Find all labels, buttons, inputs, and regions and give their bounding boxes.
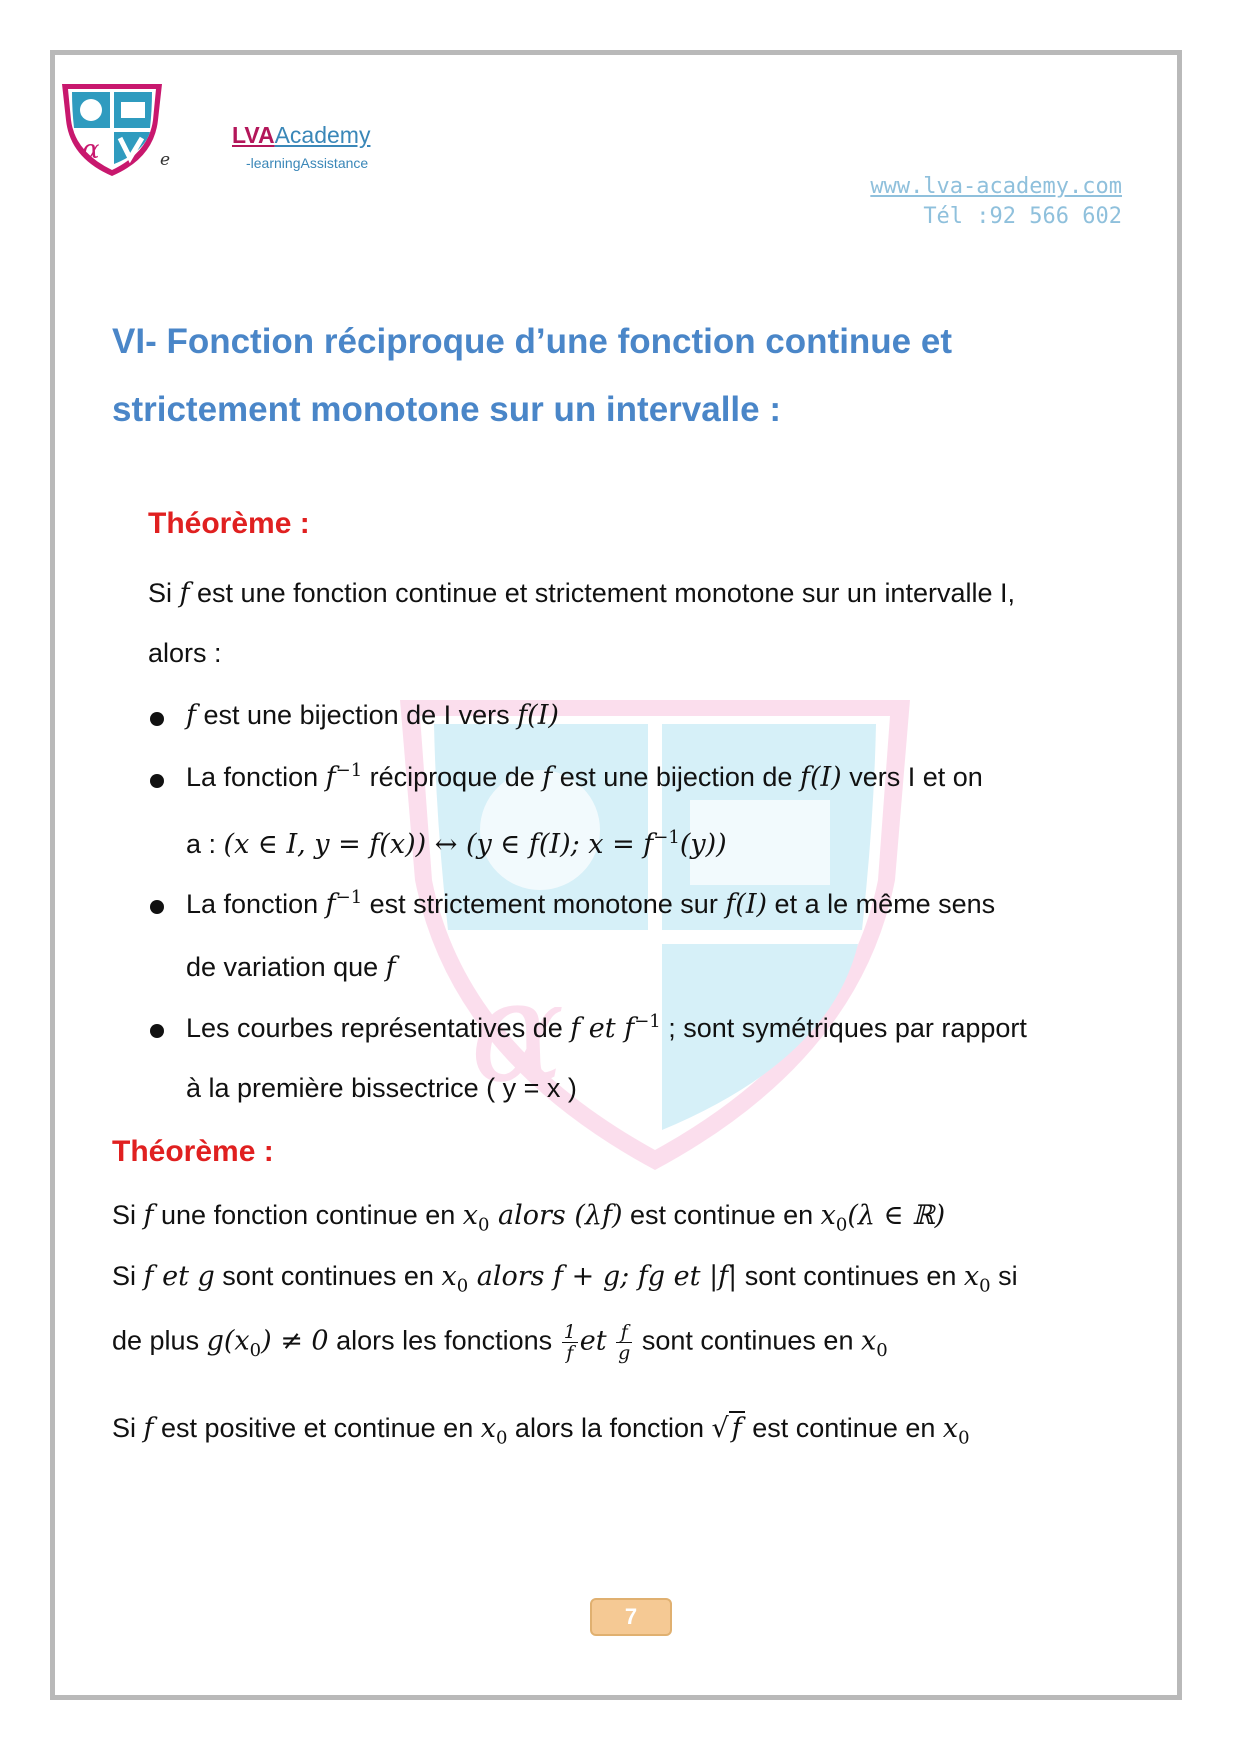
radicand: f — [729, 1411, 745, 1444]
bullet-4 — [186, 1011, 1027, 1044]
bullet-2 — [186, 760, 983, 793]
math-x: x — [820, 1200, 836, 1231]
equivalence-arrow: ↔ — [426, 829, 466, 860]
fraction-1-over-f — [562, 1322, 578, 1363]
phone-number: Tél :92 566 602 — [923, 204, 1122, 229]
theorem-2-label: Théorème : — [112, 1135, 274, 1168]
math-x: x — [480, 1413, 496, 1444]
website-link[interactable]: www.lva-academy.com — [870, 174, 1122, 199]
subscript: 0 — [835, 1214, 848, 1236]
math-et: et — [579, 1325, 607, 1357]
text: Les courbes représentatives de — [186, 1013, 571, 1043]
math-f: f — [542, 762, 553, 793]
fraction-f-over-g — [616, 1322, 632, 1363]
math-f-inverse: f — [325, 889, 336, 920]
theorem-2-line-1 — [112, 1200, 945, 1235]
math-f-and-inverse: f et f — [570, 1013, 635, 1044]
brand-lva: LVA — [232, 122, 275, 148]
text: La fonction — [186, 889, 326, 919]
bullet-3-cont — [186, 952, 396, 983]
math-x: x — [963, 1261, 980, 1292]
math-alors-lambda-f: alors (λf) — [489, 1200, 623, 1231]
text: est continue en — [622, 1200, 821, 1230]
text: Si — [112, 1413, 144, 1443]
numerator: f — [616, 1322, 632, 1343]
math-f: f — [385, 952, 396, 983]
math-g-x: g(x — [206, 1325, 250, 1357]
text: ; sont symétriques par rapport — [660, 1013, 1027, 1043]
subscript: 0 — [249, 1340, 262, 1362]
numerator: 1 — [563, 1321, 576, 1343]
text: et a le même sens — [767, 889, 996, 919]
text: alors la fonction — [507, 1413, 712, 1443]
subscript: 0 — [495, 1427, 508, 1449]
text: sont continues en — [737, 1261, 964, 1291]
math-operations: alors f + g; fg et |f| — [468, 1261, 738, 1292]
page-number-badge: 7 — [590, 1598, 672, 1636]
text: est strictement monotone sur — [362, 889, 726, 919]
formula-left: (x ∈ I, y = f(x)) — [223, 829, 427, 860]
theorem-2-line-2 — [112, 1261, 1018, 1296]
math-f: f — [186, 700, 196, 731]
math-f-of-I: f(I) — [517, 700, 559, 731]
denominator: g — [618, 1342, 631, 1364]
math-x: x — [942, 1413, 959, 1444]
exponent: −1 — [335, 760, 363, 781]
square-root: √ f — [712, 1411, 745, 1444]
exponent: −1 — [634, 1011, 661, 1032]
math-neq-zero: ) ≠ 0 — [261, 1325, 329, 1357]
math-x: x — [441, 1261, 457, 1292]
text: sont continues en — [634, 1325, 861, 1356]
text: est une fonction continue et strictement monotone sur un intervalle I, — [189, 578, 1015, 608]
bullet-dot — [150, 1024, 164, 1038]
text: sont continues en — [214, 1261, 442, 1291]
brand-tagline: -learningAssistance — [246, 155, 369, 171]
math-f-inverse: f — [325, 762, 336, 793]
text: vers I et on — [841, 762, 983, 792]
formula-right-end: (y)) — [679, 829, 727, 860]
theorem-1-label: Théorème : — [148, 507, 310, 540]
section-title-line2: strictement monotone sur un intervalle : — [112, 390, 781, 429]
exponent: −1 — [335, 887, 363, 908]
bullet-dot — [150, 774, 164, 788]
math-f-of-I: f(I) — [799, 762, 842, 793]
math-x: x — [462, 1200, 478, 1231]
text: est une bijection de — [552, 762, 800, 792]
formula-right: (y ∈ f(I); x = f — [465, 829, 654, 860]
math-f-of-I: f(I) — [725, 889, 768, 920]
text: est continue en — [744, 1413, 943, 1443]
theorem-1-intro-cont: alors : — [148, 638, 222, 668]
text: si — [990, 1261, 1018, 1291]
math-f: f — [143, 1200, 154, 1231]
svg-text:α: α — [470, 951, 565, 1114]
section-title-line1: VI- Fonction réciproque d’une fonction continue et — [112, 322, 952, 361]
text: La fonction — [186, 762, 326, 792]
text: a : — [186, 829, 224, 859]
subscript: 0 — [876, 1340, 888, 1362]
bullet-3 — [186, 887, 995, 920]
theorem-1-intro — [148, 578, 1015, 609]
theorem-2-line-3 — [112, 1322, 888, 1363]
bullet-dot — [150, 900, 164, 914]
subscript: 0 — [477, 1214, 490, 1236]
denominator: f — [566, 1342, 574, 1364]
bullet-1 — [186, 700, 559, 731]
math-f: f — [179, 578, 190, 609]
text: est une bijection de I vers — [196, 700, 518, 730]
subscript: 0 — [979, 1275, 991, 1297]
exponent: −1 — [653, 827, 680, 848]
text: est positive et continue en — [153, 1413, 481, 1443]
subscript: 0 — [456, 1275, 469, 1297]
svg-text:α: α — [82, 135, 100, 165]
text: de variation que — [186, 952, 386, 982]
bullet-2-formula — [186, 827, 727, 860]
text: de plus — [112, 1325, 207, 1356]
text: une fonction continue en — [153, 1200, 463, 1230]
math-lambda-in-R: (λ ∈ ℝ) — [847, 1200, 946, 1231]
text: Si — [112, 1200, 144, 1230]
logo-e-letter: e — [160, 150, 171, 170]
math-x: x — [860, 1325, 877, 1357]
theorem-2-line-4 — [112, 1413, 970, 1448]
subscript: 0 — [958, 1427, 970, 1449]
text: Si — [148, 578, 173, 608]
text: réciproque de — [362, 762, 543, 792]
bullet-dot — [150, 712, 164, 726]
bullet-4-cont: à la première bissectrice ( y = x ) — [186, 1073, 577, 1103]
math-f: f — [143, 1413, 154, 1444]
text: alors les fonctions — [328, 1325, 560, 1356]
brand-academy: Academy — [274, 122, 371, 148]
math-f-et-g: f et g — [143, 1261, 215, 1292]
text: Si — [112, 1261, 144, 1291]
